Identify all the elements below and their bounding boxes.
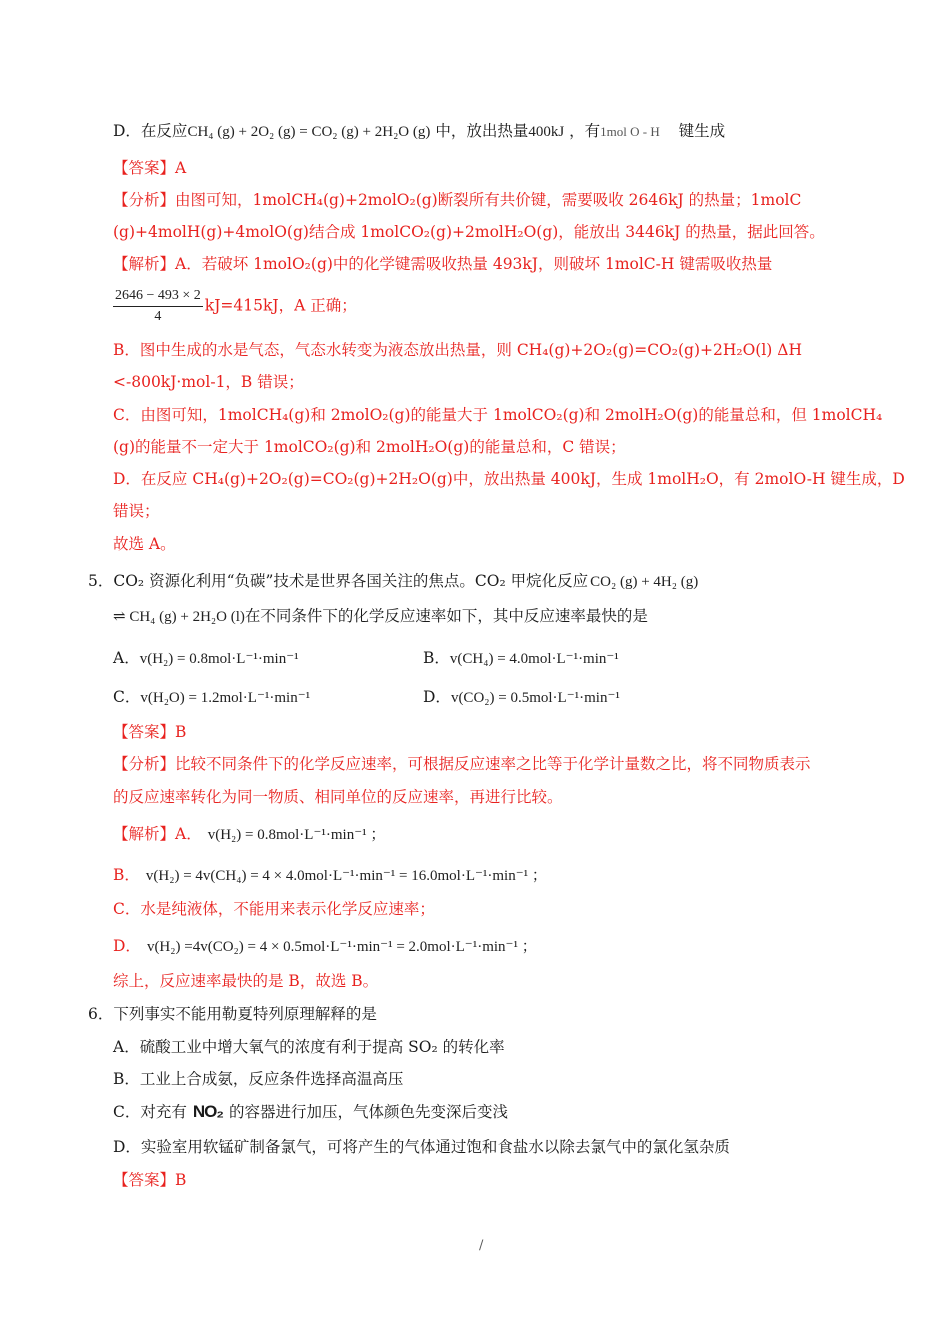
no2-formula: NO₂ (192, 1102, 223, 1121)
q4-d-line2: 错误； (113, 502, 160, 520)
q6-option-a: A．硫酸工业中增大氧气的浓度有利于提高 SO₂ 的转化率 (113, 1038, 505, 1056)
page-mark: / (479, 1238, 484, 1253)
q6-stem: 6．下列事实不能用勒夏特列原理解释的是 (88, 1005, 377, 1023)
q4-c-line2: (g)的能量不一定大于 1molCO₂(g)和 2molH₂O(g)的能量总和，C 错误； (113, 438, 626, 456)
q6-answer: 【答案】B (113, 1171, 187, 1189)
q5-option-c: C．v(H₂O) = 1.2mol·L⁻¹·min⁻¹ (113, 688, 311, 706)
q4-option-d-formula: CH₄ (g) + 2O₂ (g) = CO₂ (g) + 2H₂O (g) (187, 124, 431, 140)
q4-answer: 【答案】A (113, 159, 187, 177)
q6-option-d: D．实验室用软锰矿制备氯气，可将产生的气体通过饱和食盐水以除去氯气中的氯化氢杂质 (113, 1138, 730, 1156)
q5-solution-c: C．水是纯液体，不能用来表示化学反应速率； (113, 900, 435, 918)
q5-analysis-line2: 的反应速率转化为同一物质、相同单位的反应速率，再进行比较。 (113, 788, 563, 806)
q4-solution-fraction-line: $\frac{2646 - 493 \times 2}{4}$ kJ=415kJ，A 正确； (115, 288, 357, 324)
q5-conclusion: 综上，反应速率最快的是 B，故选 B。 (113, 972, 379, 990)
q4-conclusion: 故选 A。 (113, 535, 176, 553)
q4-b-line2: <-800kJ·mol-1，B 错误； (113, 373, 304, 391)
q5-solution-b: B． v(H₂) = 4v(CH₄) = 4 × 4.0mol·L⁻¹·min⁻¹ = 16.0mol·L⁻¹·min⁻¹ ； (113, 866, 547, 884)
q4-analysis-line1: 【分析】由图可知，1molCH₄(g)+2molO₂(g)断裂所有共价键，需要吸收 2646kJ 的热量；1molC (113, 191, 802, 209)
q5-stem-line1: 5．CO₂ 资源化利用“负碳”技术是世界各国关注的焦点。CO₂ 甲烷化反应 CO₂ (g) + 4H₂ (g) (88, 572, 699, 590)
q5-stem-line2: ⇌ CH₄ (g) + 2H₂O (l)在不同条件下的化学反应速率如下，其中反应速率最快的是 (113, 607, 648, 625)
q4-solution-line1: 【解析】A．若破坏 1molO₂(g)中的化学键需吸收热量 493kJ，则破坏 1molC-H 键需吸收热量 (113, 255, 773, 273)
q4-d-line1: D．在反应 CH₄(g)+2O₂(g)=CO₂(g)+2H₂O(g)中，放出热量 400kJ，生成 1molH₂O，有 2molO-H 键生成，D (113, 470, 905, 488)
q4-analysis-line2: (g)+4molH(g)+4molO(g)结合成 1molCO₂(g)+2molH₂O(g)，能放出 3446kJ 的热量，据此回答。 (113, 223, 825, 241)
q5-answer: 【答案】B (113, 723, 187, 741)
q6-option-c: C．对充有 NO₂ 的容器进行加压，气体颜色先变深后变浅 (113, 1102, 508, 1121)
q5-solution-a: 【解析】A． v(H₂) = 0.8mol·L⁻¹·min⁻¹ ； (113, 825, 386, 843)
q4-option-d: D．在反应CH₄ (g) + 2O₂ (g) = CO₂ (g) + 2H₂O (g) 中，放出热量400kJ ，有1mol O - H 键生成 (113, 122, 726, 140)
q4-b-line1: B．图中生成的水是气态，气态水转变为液态放出热量，则 CH₄(g)+2O₂(g)=CO₂(g)+2H₂O(l) ΔH (113, 341, 802, 359)
q5-option-d: D．v(CO₂) = 0.5mol·L⁻¹·min⁻¹ (423, 688, 620, 706)
q5-option-b: B．v(CH₄) = 4.0mol·L⁻¹·min⁻¹ (423, 649, 619, 667)
q4-c-line1: C．由图可知，1molCH₄(g)和 2molO₂(g)的能量大于 1molCO₂(g)和 2molH₂O(g)的能量总和，但 1molCH₄ (113, 406, 883, 424)
q6-option-b: B．工业上合成氨，反应条件选择高温高压 (113, 1070, 404, 1088)
q5-solution-d: D． v(H₂) =4v(CO₂) = 4 × 0.5mol·L⁻¹·min⁻¹ = 2.0mol·L⁻¹·min⁻¹ ； (113, 937, 537, 955)
q5-analysis-line1: 【分析】比较不同条件下的化学反应速率，可根据反应速率之比等于化学计量数之比，将不同物质表示 (113, 755, 811, 773)
q5-option-a: A．v(H₂) = 0.8mol·L⁻¹·min⁻¹ (113, 649, 299, 667)
q4-fraction: $\frac{2646 - 493 \times 2}{4}$ (115, 288, 201, 324)
